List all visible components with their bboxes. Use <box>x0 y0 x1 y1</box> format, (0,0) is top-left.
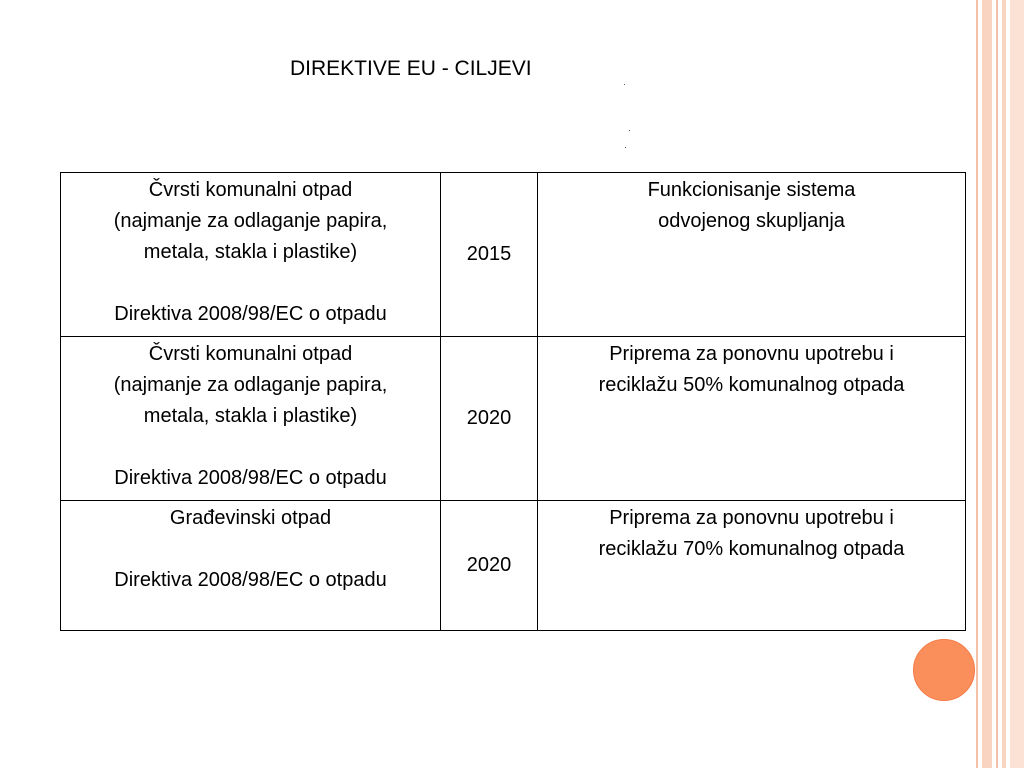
stripe <box>996 0 998 768</box>
waste-type-cell <box>61 501 441 631</box>
table-row <box>61 501 966 631</box>
decorative-stripes <box>976 0 1024 768</box>
goal-line: Priprema za ponovnu upotrebu i <box>609 507 894 529</box>
waste-type-cell <box>61 173 441 337</box>
spacer <box>69 432 432 463</box>
waste-type-line: Čvrsti komunalni otpad <box>148 179 353 201</box>
waste-type-line: (najmanje za odlaganje papira, <box>113 210 388 232</box>
directive-table <box>60 172 966 631</box>
waste-type-line: metala, stakla i plastike) <box>143 241 358 263</box>
goal-line: Funkcionisanje sistema <box>647 179 856 201</box>
waste-type-line: Građevinski otpad <box>169 507 332 529</box>
waste-type-cell <box>61 337 441 501</box>
table-row <box>61 173 966 337</box>
goal-cell <box>538 173 966 337</box>
table-row <box>61 337 966 501</box>
goal-line: odvojenog skupljanja <box>658 210 845 232</box>
goal-cell <box>538 337 966 501</box>
spacer <box>69 534 432 565</box>
slide-title: DIREKTIVE EU - CILJEVI <box>290 57 532 80</box>
target-year-cell: 2020 <box>441 337 538 501</box>
spacer <box>69 268 432 299</box>
goal-line: reciklažu 70% komunalnog otpada <box>598 538 905 560</box>
stripe <box>1010 0 1024 768</box>
stripe <box>982 0 992 768</box>
speck <box>625 147 626 148</box>
goal-line: reciklažu 50% komunalnog otpada <box>598 374 905 396</box>
goal-line: Priprema za ponovnu upotrebu i <box>609 343 894 365</box>
stripe <box>976 0 978 768</box>
stripe <box>1002 0 1006 768</box>
waste-type-line: metala, stakla i plastike) <box>143 405 358 427</box>
directive-reference: Direktiva 2008/98/EC o otpadu <box>114 303 387 325</box>
speck <box>624 84 625 85</box>
directive-reference: Direktiva 2008/98/EC o otpadu <box>114 467 387 489</box>
waste-type-line: (najmanje za odlaganje papira, <box>113 374 388 396</box>
directive-reference: Direktiva 2008/98/EC o otpadu <box>114 569 387 591</box>
waste-type-line: Čvrsti komunalni otpad <box>148 343 353 365</box>
speck <box>629 130 630 131</box>
target-year-cell: 2020 <box>441 501 538 631</box>
goal-cell <box>538 501 966 631</box>
target-year-cell: 2015 <box>441 173 538 337</box>
accent-circle <box>913 639 975 701</box>
